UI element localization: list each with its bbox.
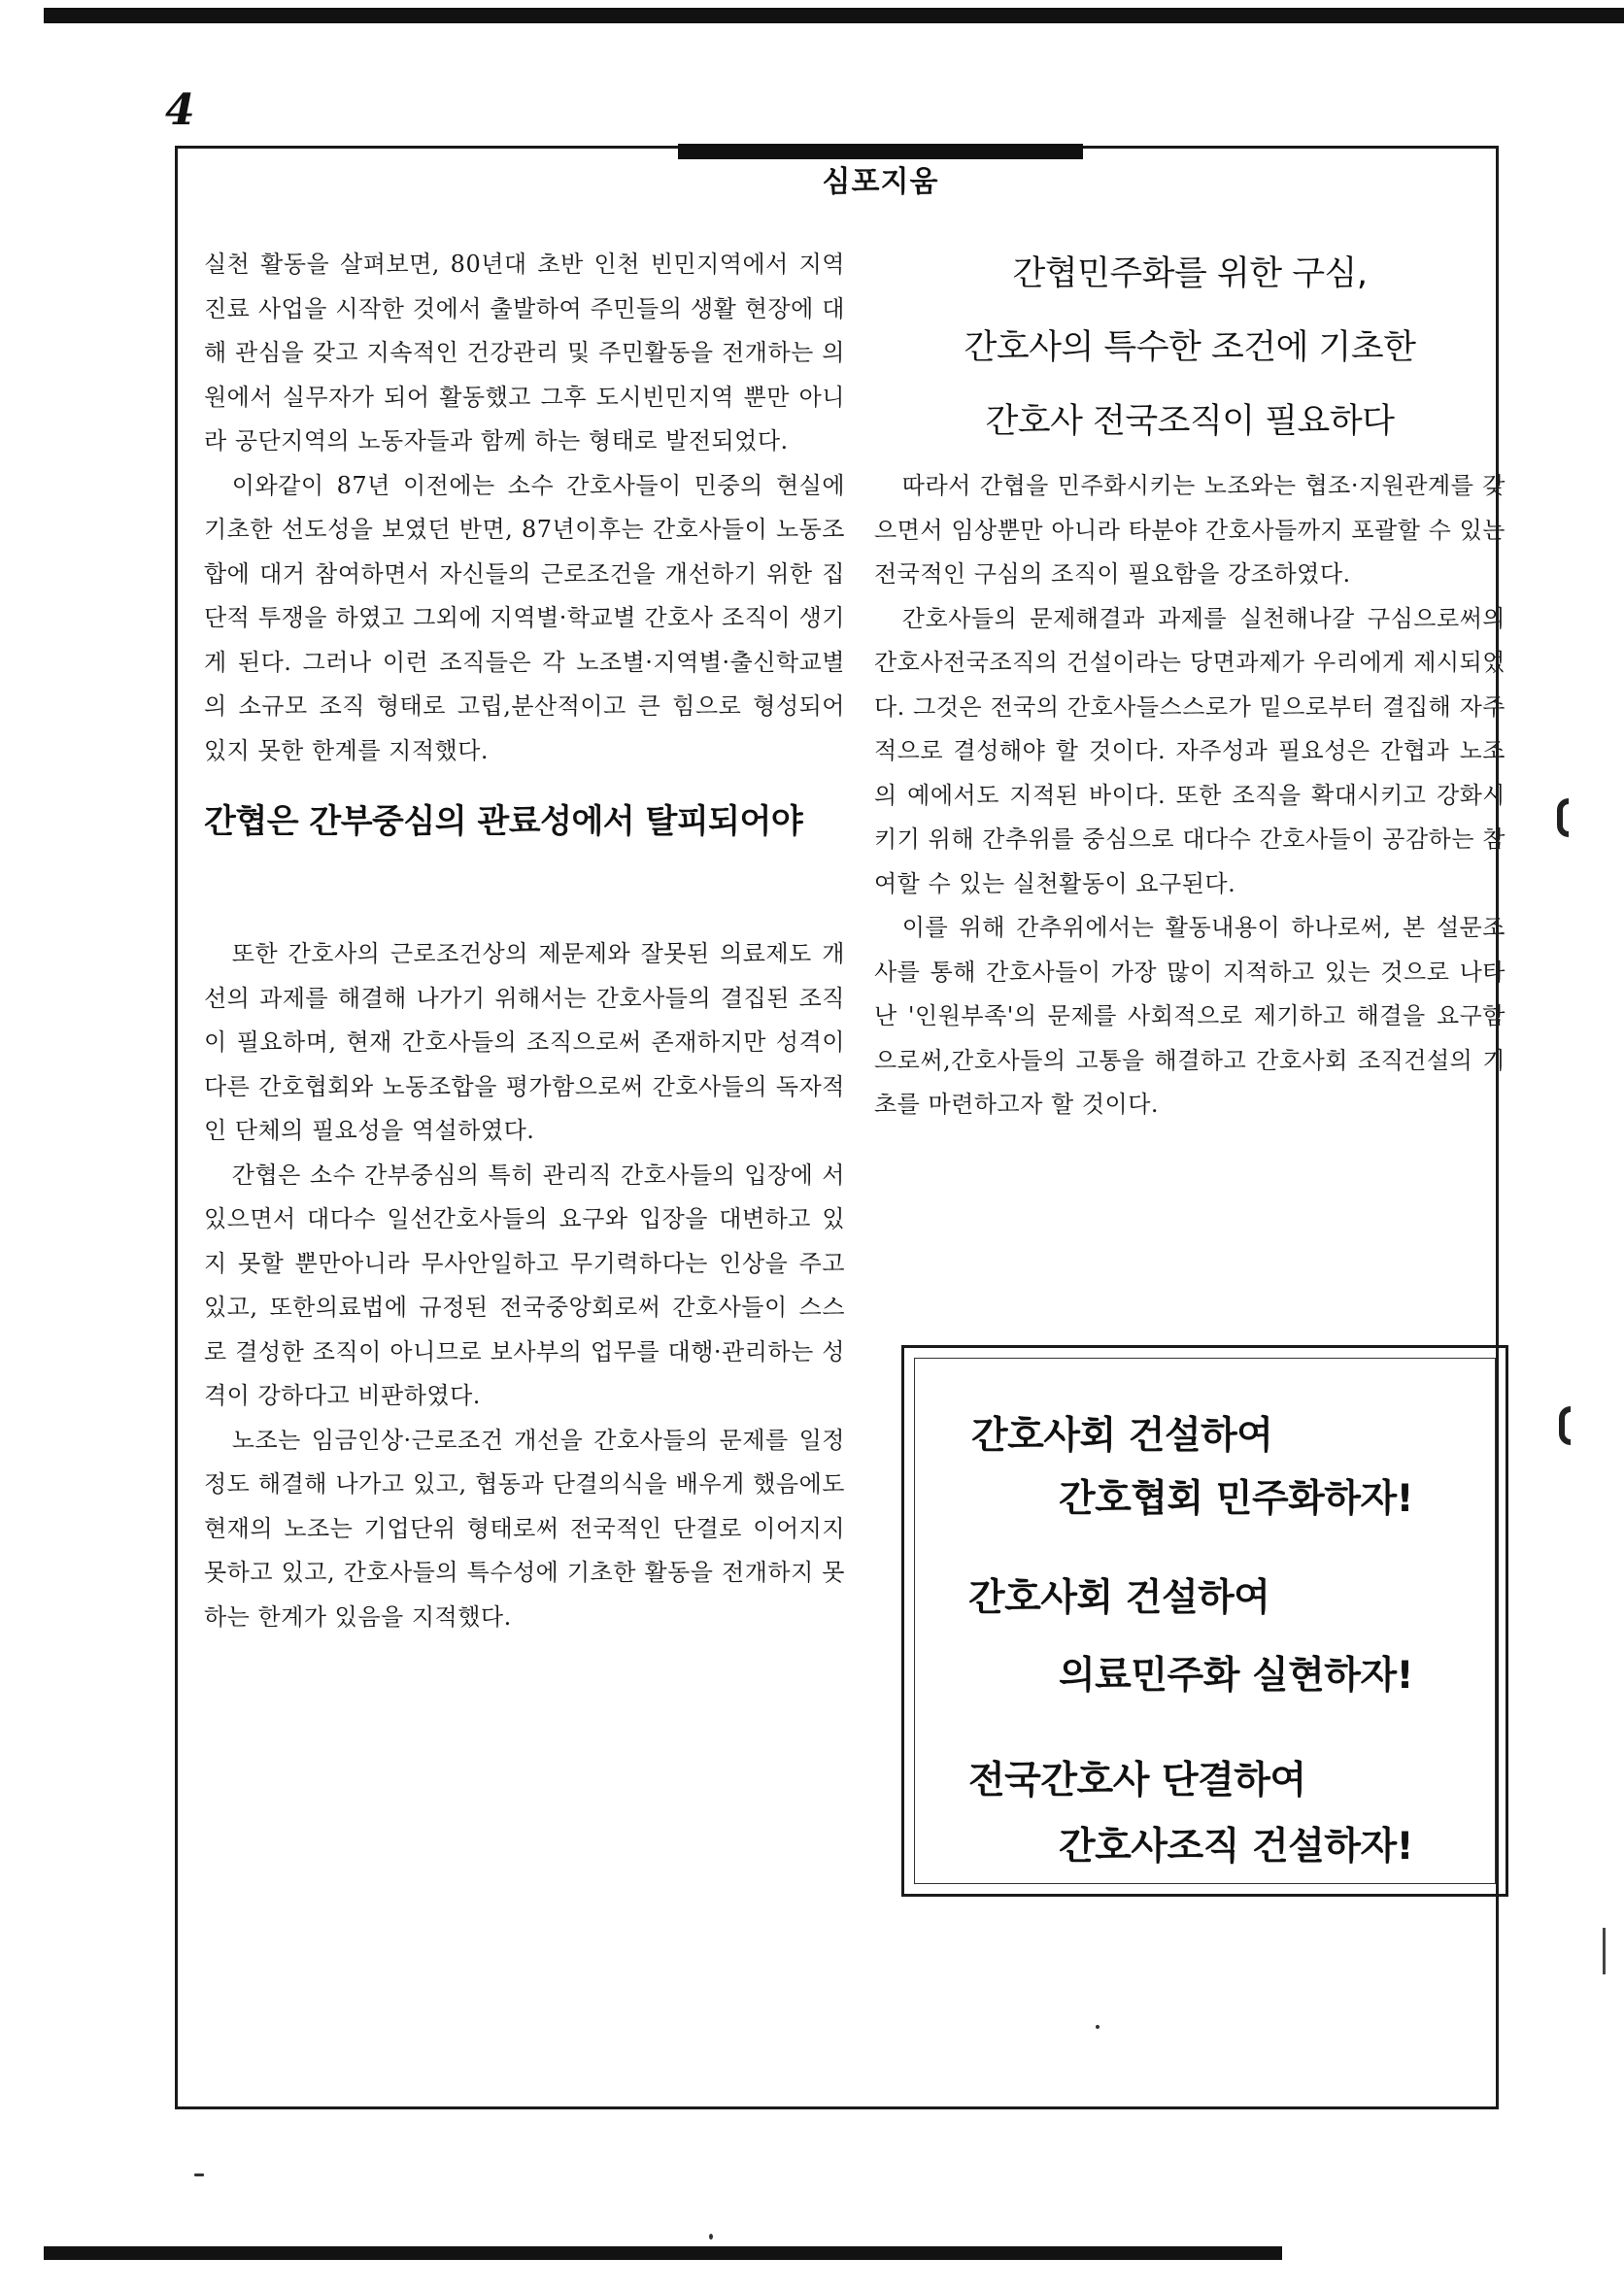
top-rule <box>44 8 1624 23</box>
scan-speck <box>194 2173 204 2176</box>
paragraph: 이를 위해 간추위에서는 활동내용이 하나로써, 본 설문조사를 통해 간호사들이 가장 많이 지적하고 있는 것으로 나타난 '인원부족'의 문제를 사회적으로 제기하고 해결을 요구함으로써,간호사들의 고통을 해결하고 간호사회 조직건설의 기초를 마련하고자 할 것이다. <box>874 914 1506 1118</box>
right-column <box>874 243 1506 1128</box>
headline <box>874 243 1506 453</box>
headline-line: 간협민주화를 위한 구심, <box>1012 254 1368 293</box>
slogan-line: 의료민주화 실현하자! <box>1059 1654 1413 1698</box>
paragraph: 간호사들의 문제해결과 과제를 실천해나갈 구심으로써의 간호사전국조직의 건설이라는 당면과제가 우리에게 제시되었다. 그것은 전국의 간호사들스스로가 밑으로부터 결집해 자주적으로 결성해야 할 것이다. 자주성과 필요성은 간협과 노조의 예에서도 지적된 바이다. 또한 조직을 확대시키고 강화시키기 위해 간추위를 중심으로 대다수 간호사들이 공감하는 참여할 수 있는 실천활동이 요구된다. <box>874 604 1506 897</box>
bottom-rule <box>44 2246 1282 2260</box>
headline-line: 간호사 전국조직이 필요하다 <box>985 402 1395 441</box>
paragraph: 노조는 임금인상·근로조건 개선을 간호사들의 문제를 일정정도 해결해 나가고 있고, 협동과 단결의식을 배우게 했음에도 현재의 노조는 기업단위 형태로써 전국적인 단결로 이어지지 못하고 있고, 간호사들의 특수성에 기초한 활동을 전개하지 못하는 한계가 있음을 지적했다. <box>204 1426 845 1631</box>
section-label: 심포지움 <box>822 165 939 199</box>
paragraph: 따라서 간협을 민주화시키는 노조와는 협조·지원관계를 갖으면서 임상뿐만 아니라 타분야 간호사들까지 포괄할 수 있는 전국적인 구심의 조직이 필요함을 강조하였다. <box>874 472 1506 588</box>
slogan-line: 간호협회 민주화하자! <box>1059 1477 1413 1521</box>
headline-line: 간호사의 특수한 조건에 기초한 <box>964 328 1416 367</box>
binding-mark <box>1557 798 1569 837</box>
scan-speck <box>709 2234 713 2240</box>
slogan-line: 간호사회 건설하여 <box>971 1414 1273 1458</box>
section-header-bar <box>678 144 1083 159</box>
slogan-box <box>901 1345 1508 1897</box>
paragraph: 실천 활동을 살펴보면, 80년대 초반 인천 빈민지역에서 지역 진료 사업을 시작한 것에서 출발하여 주민들의 생활 현장에 대해 관심을 갖고 지속적인 건강관리 및 주민활동을 전개하는 의원에서 실무자가 되어 활동했고 그후 도시빈민지역 뿐만 아니라 공단지역의 노동자들과 함께 하는 형태로 발전되었다. <box>204 251 845 455</box>
paragraph: 간협은 소수 간부중심의 특히 관리직 간호사들의 입장에 서 있으면서 대다수 일선간호사들의 요구와 입장을 대변하고 있지 못할 뿐만아니라 무사안일하고 무기력하다는 인상을 주고 있고, 또한의료법에 규정된 전국중앙회로써 간호사들이 스스로 결성한 조직이 아니므로 보사부의 업무를 대행·관리하는 성격이 강하다고 비판하였다. <box>204 1161 845 1409</box>
paragraph: 이와같이 87년 이전에는 소수 간호사들이 민중의 현실에 기초한 선도성을 보였던 반면, 87년이후는 간호사들이 노동조합에 대거 참여하면서 자신들의 근로조건을 개선하기 위한 집단적 투쟁을 하였고 그외에 지역별·학교별 간호사 조직이 생기게 된다. 그러나 이런 조직들은 각 노조별·지역별·출신학교별의 소규모 조직 형태로 고립,분산적이고 큰 힘으로 형성되어 있지 못한 한계를 지적했다. <box>204 471 845 764</box>
scan-edge-mark <box>1603 1928 1606 1974</box>
left-column <box>204 243 845 1639</box>
binding-mark <box>1559 1406 1571 1445</box>
subheading: 간협은 간부중심의 관료성에서 탈피되어야 <box>204 802 803 841</box>
paragraph: 또한 간호사의 근로조건상의 제문제와 잘못된 의료제도 개선의 과제를 해결해 나가기 위해서는 간호사들의 결집된 조직이 필요하며, 현재 간호사들의 조직으로써 존재하지만 성격이 다른 간호협회와 노동조합을 평가함으로써 간호사들의 독자적인 단체의 필요성을 역설하였다. <box>204 940 845 1144</box>
slogan-line: 간호사회 건설하여 <box>968 1576 1270 1620</box>
slogan-box-inner <box>914 1358 1496 1884</box>
slogan-line: 간호사조직 건설하자! <box>1059 1825 1413 1869</box>
scan-speck <box>1096 2025 1100 2029</box>
slogan-line: 전국간호사 단결하여 <box>968 1759 1306 1802</box>
page-number: 4 <box>165 85 195 135</box>
